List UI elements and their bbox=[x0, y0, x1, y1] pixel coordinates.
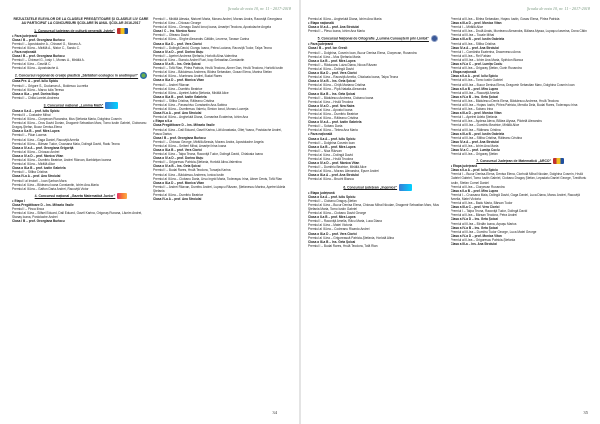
award-line: Premiul I – Talpa Teona, Racoviţă Tudor, Dolingă David bbox=[450, 209, 528, 214]
award-line: Premiul al II-lea – Aydesa Alexa, Bîlăea Alyssa, Pilotelă Alexandru bbox=[450, 119, 543, 124]
class-heading: Clasa a III-a B – prof. Iustin Gabriela bbox=[153, 94, 207, 99]
award-line: Premiul al III-lea – Munteanu Andrei, Budai Rares bbox=[153, 74, 222, 79]
right-col-2-entries bbox=[451, 17, 591, 246]
award-line: Premiul al II-lea – Silfsei Eduard, Dall Eduard, Gavril Karina, Grigoraş Ruxana, Lăcrim Andrei, Stanaş Ioana, Postolache Andrei bbox=[12, 211, 143, 220]
award-line: Premiul al II-lea – Hrulă Teodora bbox=[308, 157, 353, 161]
award-line: Premiul al III-lea – Gafton Daria Andrei, Racoviţă Victor bbox=[12, 186, 89, 191]
phase-heading: ♦ Etapa I bbox=[12, 198, 25, 203]
class-heading: Clasa a IV-a D – prof. Monica Vitan bbox=[12, 153, 64, 158]
page-title: REZULTATELE ELEVILOR DE LA CLASELE PREGĂTITOARE ŞI CLASELE I-IV CARE AU PARTICIPAT LA CONCURSURI ŞCOLARE ÎN ANUL ŞCOLAR 2016-2017 bbox=[13, 17, 149, 26]
award-line: Premiul al II-lea – Dumitriu Beatrice bbox=[153, 86, 203, 91]
class-heading: Clasa IV-a C – prof. Lumiţa Coclu bbox=[450, 148, 500, 152]
award-line: Premiul I – Stîlba Cristina, Răileanu Cristina bbox=[153, 98, 215, 103]
award-line: Premiul al II-lea – Blideanu Ioana Constantin, Ichim Ana-Maria bbox=[12, 182, 99, 187]
award-line: Premiul al II-lea – Grigoraş Ştefan bbox=[450, 152, 498, 157]
award-line: Premiul al II-lea – Hrulă Teodora bbox=[308, 99, 353, 104]
class-heading: Clasa a III-a B – prof. Iustin Gabriela bbox=[450, 131, 505, 136]
logo-icon-istete bbox=[117, 28, 128, 34]
left-page bbox=[0, 0, 299, 424]
award-line: Premiul al II-lea – Grigorească Patricia-Ştefania, Horlotă Alina bbox=[308, 235, 394, 240]
award-line: Premiul I – Dolingă David, Ciungu Ioana, Pelea Luciana, Racoviţă Tudor, Talpa Teona bbox=[153, 45, 272, 50]
award-line: Premiul al II-lea – Stîlba Cristina bbox=[450, 41, 496, 46]
class-heading: Clasa a II-a A – prof. Iuliu Spiciu bbox=[450, 74, 498, 79]
class-heading: Clasa a II-a A – prof. Iuliu Spiciu bbox=[308, 194, 356, 199]
award-line: Premiul al II-lea – Sobaru Irina bbox=[450, 107, 493, 112]
award-line: Premiul al III-lea – Dolingă David bbox=[308, 66, 354, 71]
class-heading: Clasa a III-a D – prof. Vera Ciorici bbox=[153, 41, 203, 46]
class-heading: Clasa I C – Ins. Monica Nucu bbox=[153, 29, 196, 34]
award-line: Premiul I – Chirasel G., Iosip I., Moraru A., Mirăilă A. bbox=[12, 58, 85, 63]
award-line: Premiul I – Budai Rares, Hrulă Teodora, Tofă Rian bbox=[308, 243, 378, 248]
class-heading: Clasa a II-a B – prof. Mira Lupea bbox=[308, 144, 356, 149]
award-line: Premiul al II-lea – Drulă Anais, Munteanu Alexandra, Bălaea Alyssa, Lupaşcu Iasmina, Dona Cătin bbox=[450, 29, 587, 34]
award-line: Premiul al II-lea – Bîrlea Sebastian, Hoţaru Iustin, Gosav Elena, Pîrlea Patricia bbox=[450, 17, 560, 21]
award-line: Premiul al III-lea – Moraru Alexandra, Epure Andrei bbox=[308, 169, 379, 174]
class-heading: Clasa IV-a A – prof. Ana Stroiulai bbox=[153, 197, 202, 202]
award-line: Premiul I – Mirăilă Alessia, Nistorel Maria, Moraru Andrei, Moraru Andra, Racoviţă Georgiana bbox=[153, 17, 282, 21]
class-heading: Clasa a II-a B – prof. Mira Lupea bbox=[12, 129, 60, 134]
award-line: Premiul al III-lea – Codreanu Ricardo Andrei bbox=[308, 227, 370, 232]
class-heading: Clasa a IV-a D – Ins. Geta Şoicai bbox=[450, 217, 498, 222]
award-line: Premiul I – Pinca Ilinca bbox=[12, 206, 44, 211]
award-line: Premiul al II-lea – Gaga Daniel, Racoviţă Amelia bbox=[12, 137, 80, 142]
award-line: Premiul al III-lea – Chiosac Andrei bbox=[12, 149, 60, 154]
class-heading: Clasa a III-a D – prof. Monica Vitan bbox=[153, 78, 205, 83]
award-line: Premiul al III-lea – Tocale Mihai bbox=[450, 33, 495, 38]
logo-icon-ingenios bbox=[431, 35, 438, 42]
award-line: Premiul al III-lea – Clenagu David Ionuţ Ioana, Amariţei Teodora, Apostolache Angela bbox=[153, 25, 271, 30]
award-line: Premiul al II-lea – Bărsan Teodora, Petra Andrei bbox=[450, 213, 517, 218]
class-heading: Clasa a II-a B – prof. Mira Lupea bbox=[308, 215, 356, 220]
award-line: Premiul al II-lea – Racoviţă Amelia, Chialoaia Ioana, Talpa Teona bbox=[308, 75, 398, 80]
award-line: Premiul I – Ciobanu Dragoş-Ştefan bbox=[308, 198, 357, 203]
award-line: Premiul al III-lea – Răileanu Cristina bbox=[308, 116, 359, 121]
class-heading: Clasa a IV-a A – prof. Ana Stroiulai bbox=[308, 25, 359, 30]
class-heading: Clasa a III-a B – prof. Vera Ciorici bbox=[153, 148, 203, 152]
award-line: Premiul I – Chiosac George, Mirăilă Alessia, Moraru Andra, Apostolache Angela bbox=[153, 139, 264, 144]
class-heading: Clasa a II-a A – prof. Iuliu Spiciu bbox=[450, 168, 498, 173]
award-line: Premiul I al Instorii – Ioan Şarban Mara bbox=[12, 178, 67, 183]
class-heading: Clasa I B – prof. Georgiana Burlacu bbox=[12, 54, 65, 59]
class-heading: Clasa I B – prof. Georgiana Burlacu bbox=[12, 219, 65, 224]
award-line: Premiul I – Sobaru Daria bbox=[308, 124, 343, 129]
phase-heading: ♦ Etapa naţională bbox=[450, 70, 477, 75]
award-line: Premiul al II-lea – Ciorpecan Ruxandra bbox=[450, 184, 505, 189]
award-line: Premiul al III-lea – Brucht Bianca bbox=[308, 177, 354, 182]
award-line: Premiul al III-lea – Bărsan Tudor, Crucsana Maia, Dolingă David, Radu Teona bbox=[12, 141, 120, 146]
award-line: Premiul I – Dumitriu Beatrice, Mirăilă Alice bbox=[308, 165, 367, 170]
class-heading: Clasa a III-a B – prof. Iustin Gabriela bbox=[450, 37, 505, 42]
class-heading: Clasa a III-a D – prof. Monica Vitan bbox=[450, 111, 502, 116]
award-line: Premiul al II-lea – Gavrilă C. bbox=[12, 62, 52, 67]
class-heading: Clasa IV-a A – prof. Ana Stroiulai bbox=[153, 111, 202, 116]
class-heading: Clasa a III-a C – prof. Vera Ciorici bbox=[450, 205, 500, 210]
award-line: Premiul I – Olteanu David bbox=[153, 33, 189, 38]
contest-heading: 4. Concursul naţional „Gazeta Matematică Junior” bbox=[12, 193, 150, 199]
class-heading: Clasa a IV-a A – prof. Iustin Gabriela bbox=[308, 120, 362, 125]
award-line: Premiul I – Grigore S., Duduman A., Boldescu Lucretia bbox=[12, 83, 88, 88]
award-line: Premiul I – Tofă Rian, Pîrlea Patricia, Hrulă Teodora, Abner Dan, Hrulă Teodora, Horlotă Iustin bbox=[153, 66, 284, 71]
award-line: Premiul al II-lea – Matei Victoria bbox=[308, 223, 353, 228]
award-line: Premiul al III-lea – Tintea Ana Maria bbox=[308, 128, 358, 133]
award-line: Premiul al II-lea – Bădulescu Denis Elena, Bădulescu Andreea, Hrulă Teodora bbox=[450, 98, 559, 103]
award-line: Premiul al III-lea – Dumitriu Beatrice, Andrei Răzvan, Barbăriţan Ioanna bbox=[12, 158, 112, 163]
class-heading: Clasa a III-a B – Ins. Geta Şoicai bbox=[308, 239, 356, 244]
award-line: Premiul al III-lea – Ciorpecan Ruxandra, Mus Ştefania Maria, Dolghina Cosmin bbox=[12, 117, 122, 122]
award-line: Premiul al II-lea – Talpa Teona, Racoviţă Tudor, Dolingă David, Chialoaia Ioana bbox=[153, 152, 263, 157]
left-col-2-entries bbox=[153, 17, 291, 201]
award-line: Premiul I – Nica Răzvan bbox=[308, 148, 342, 153]
award-line: Premiul al II-lea – Grigoraş Ştefan, Gurin Ruxandra bbox=[450, 66, 522, 71]
award-line: Premiul al II-lea – Ichim Ana Maria bbox=[450, 143, 499, 148]
award-line: Premiul al II-lea – Bucur Denisa Elena, Chiosac Mihai Niculae, Dragomir Sebastian Marc, Mus Ştefania Maria, Tomo Iustin Gabriel bbox=[308, 202, 439, 211]
award-line: Premiul al II-lea – Badu Maria, Bărsan Tudor bbox=[450, 201, 513, 206]
class-heading: Clasa a IV-a B – Ins. Geta Şoicai bbox=[153, 164, 201, 169]
contest-heading: 6. Concursul judeţean „Ingenios” bbox=[308, 184, 448, 191]
award-line: Premiul I – Răducanu Luiza Diana, Nicoa Răzvan bbox=[308, 62, 377, 67]
class-heading: Clasa Pre. A – prof. Iuliu Spiciu bbox=[12, 79, 59, 84]
phase-heading: ♦ Etapa judeţeană bbox=[308, 190, 335, 195]
class-heading: Clasa a IV-a D – prof. Dorina Iliuţu bbox=[153, 49, 204, 54]
award-line: Premiul I – Comănita Ecaterina, Dracenescu Anna bbox=[450, 49, 521, 54]
award-line: Premiul al II-lea – Apostol Ioana bbox=[308, 107, 353, 112]
award-line: Premiul al III-lea – Bucur Denisa Elena, Dragomir Sebastian Marc, Dolghina Cosmin Ioan bbox=[450, 82, 575, 87]
award-line: Premiul I – Dolghina Cosmin Ioan bbox=[308, 140, 355, 145]
award-line: Premiul I – Bădulescu Andreea, Ciobanu Ioana bbox=[308, 95, 374, 100]
class-heading: Clasa I B – prof. Georgiana Burlacu bbox=[12, 37, 65, 42]
award-line: Premiul al III-lea – Dumitriu Beatrice bbox=[153, 193, 204, 198]
award-line: Premiul al III-lea – Racoviţă Amelia bbox=[450, 90, 500, 95]
award-line: Premiul al II-lea – Tomo Iustin Gabriel bbox=[450, 78, 503, 83]
class-heading: Clasa a III-a – Ins. Ana Stroiulai bbox=[450, 241, 497, 246]
award-line: Premiul al III-lea – Sîrghe Alexandru Cătălin, Leurenz, Tanase Carina bbox=[153, 37, 249, 42]
award-line: Premiul I – Andrei Răzvan bbox=[153, 82, 190, 87]
left-page-columns bbox=[12, 17, 291, 402]
class-heading: Clasa I B – prof. Ion Gresit bbox=[308, 46, 348, 51]
class-heading: Clasa a III-a – prof. Dorina Iliuţu bbox=[12, 91, 59, 96]
logo-icon-gazeta bbox=[105, 102, 118, 109]
award-line: Premiul al III-lea – Răileanu Cristina bbox=[450, 127, 501, 132]
class-heading: Clasa a IV-a D – prof. Nea Naira bbox=[308, 103, 355, 108]
award-line: Premiul I – Dolghina, Cosmin Ioan, Bucur Denisa Elena, Ciorpecan, Ruxandra bbox=[308, 50, 417, 55]
page-number-left: 34 bbox=[272, 410, 277, 415]
award-line: Premiul al III-lea – Dumitrescu Valeriu, Simion Ionut, Moraru Lucreţia bbox=[153, 107, 249, 112]
award-line: Premiul al III-lea – Ichim Ana Maria, Spiridon Bianca bbox=[450, 57, 523, 62]
award-line: Premiul al III-lea – Oros David Dorian, Dragomir Sebastian Marc, Tomo Iustin Gabriel, Cioboranu Dragoş-Ştefan, Bucur Denisa-Elena bbox=[12, 121, 147, 130]
right-col-2 bbox=[451, 17, 591, 402]
right-page-columns bbox=[308, 17, 590, 402]
phase-heading: ♦ Etapa a II-a bbox=[153, 119, 173, 124]
award-line: Premiul al III-lea – Apetrei Adela Ştefania, Mirăilă Alice bbox=[153, 90, 229, 95]
class-heading: Clasa a III-a D – prof. Vera Ciorici bbox=[308, 231, 358, 236]
right-col-1-entries bbox=[308, 17, 448, 248]
award-line: Premiul al II-lea – Paraschivu Constantin Ana-Sabina bbox=[153, 102, 227, 107]
phase-heading: ♦ Faza judeţeană bbox=[308, 42, 333, 47]
contest-heading: 5. Concursul Naţional de Ortografie „Lumina Cunoaşterii prin Limbă” bbox=[308, 35, 448, 42]
page-number-right: 35 bbox=[583, 410, 588, 415]
contest-heading: 1. Concursul judeţean de cultură generală „Istete” bbox=[12, 28, 150, 34]
award-line: Premiul I – Păun Lucena bbox=[12, 133, 47, 138]
class-heading: Clasa a IV-a A – prof. Georgiana Grigoriţă bbox=[12, 145, 74, 150]
award-line: Premiul I – Racoviţă Amelia, Răcu Maria, Luca Diana bbox=[308, 219, 382, 224]
award-line: Premiul I – Stîlba Cristina bbox=[12, 170, 48, 175]
award-line: Premiul al II-lea – Mus Ştefania Maria bbox=[308, 54, 361, 59]
class-heading: Clasa Pregătitoare D – Ins. Mihaela Vasile bbox=[153, 123, 215, 128]
award-line: Premiul al III-lea – Ciobanu Daria, Ursu Ingrid Maria, Toderaşcu Irina, Abner Denis, Tofă Rian bbox=[153, 176, 283, 181]
class-heading: Clasa a IV-a B – Ins. Geta Şoicai bbox=[153, 62, 201, 67]
award-line: Premiul I – Chilia Lorelei-Andreea bbox=[12, 95, 59, 100]
award-line: Premiul al II-lea – Dall Eduard, Gavril Karina, Lăti Anastasia, Olteţ Yoana, Postolache Andrei, Pasca Darius bbox=[153, 127, 282, 136]
class-heading: Clasa a IV-a D – prof. Monica Vitan bbox=[308, 161, 360, 166]
award-line: Premiul al III-lea – Mirăilă Alice bbox=[12, 162, 55, 167]
award-line: Premiul I – Mirăilă Alice bbox=[450, 25, 484, 30]
award-line: Premiul al III-lea – Ciobanu David George bbox=[308, 211, 367, 216]
class-heading: Clasa a III-a B – Ins. Geta Şoicai bbox=[308, 91, 356, 96]
class-heading: Clasa a IV-a D – prof. Monica Vitan bbox=[450, 233, 502, 238]
award-line: Premiul al III-lea – Dumitriu Beatrice, Mirăilă Alice bbox=[450, 123, 520, 128]
class-heading: Clasa I B – prof. Georgiana Burlacu bbox=[153, 135, 206, 140]
contest-heading: 3. Concursul naţional „Lumina Math” bbox=[12, 102, 150, 109]
class-heading: Clasa a III-a A – prof. Ana Stroiulai bbox=[308, 173, 359, 178]
award-line: Premiul I – Plesu Ioana, Ichim Ana Maria bbox=[308, 29, 365, 34]
class-heading: Clasa IV-a A – prof. Ana Stroiulai bbox=[450, 139, 499, 144]
class-heading: Clasa a II-a B – prof. Mira Lupea bbox=[308, 58, 356, 63]
class-heading: Clasa a II-a B – prof. Mira Lupea bbox=[450, 86, 498, 91]
award-line: Premiul al III-lea – Pipă Natalia-Alexandra bbox=[308, 87, 367, 92]
award-line: Premiul al II-lea – Grigorescu Patricia-Ştefania bbox=[450, 237, 516, 242]
award-line: Premiul al II-lea – Chiosac George bbox=[153, 21, 202, 26]
class-heading: Clasa a III-a B – prof. Iustin Gabriela bbox=[12, 166, 66, 171]
award-line: Premiul al II-lea – Stanciu Andrei Ruxi, Icop Sebastian-Constantin bbox=[153, 57, 245, 62]
award-line: Premiul al III-lea – Apostolache A. bbox=[12, 66, 59, 71]
phase-heading: ♦ Etapa judeţeană bbox=[450, 164, 478, 169]
left-col-2 bbox=[153, 17, 291, 402]
award-line: Premiul al III-lea – Mirăilă A., Nistor C., Sandu C. bbox=[12, 45, 80, 50]
running-head-right: Şcoala de nota 10, nr. 11 - 2017-2018 bbox=[526, 6, 590, 11]
class-heading: Clasa a III-a D – prof. Vera Ciorici bbox=[308, 71, 358, 76]
class-heading: Clasa a IV-a D – prof. Dorina Iliuţu bbox=[153, 156, 204, 161]
award-line: Premiul I – Apetrei Andreea Ştefania, Horlotă Alina-Valentina bbox=[153, 53, 238, 58]
logo-icon bbox=[553, 158, 564, 164]
logo-icon-arco bbox=[399, 184, 412, 191]
class-heading: Clasa a IV-a B – Ins. Geta Şoicai bbox=[450, 94, 498, 99]
class-heading: Clasa a II-a A – prof. Iuliu Spiciu bbox=[308, 136, 356, 141]
left-col-1 bbox=[12, 17, 150, 402]
phase-heading: ♦ Faza naţională bbox=[12, 49, 37, 54]
award-line: Premiul I – Crucsana Maia, Dolingă David, Gaga Daniel, Luca Diana, Marcu Andrei, Racoviţă Amelia, Matei Victoria bbox=[450, 192, 580, 201]
award-line: Premiul al III-lea – Dumitriu Beatrice bbox=[308, 111, 359, 116]
award-line: Premiul I – Andrei Răzvan, Dumitru Andrei, Lupaşcu Răzvan, Ştefanescu Marina, Apetrei Adela Ştefania bbox=[153, 184, 286, 193]
award-line: Premiul I – Grigorescu Patricia-Ştefania, Horlotă Alina-Valentina bbox=[153, 160, 242, 165]
class-heading: Clasa IV-a A – prof. Ana Stroiulai bbox=[450, 45, 499, 50]
award-line: Premiul II – Costache Mihai bbox=[12, 113, 51, 117]
award-line: Premiul I – Apostolache A., Chirasel G., Moraru A. bbox=[12, 41, 82, 46]
left-col-1-entries bbox=[12, 28, 150, 224]
award-line: Premiul al III-lea – Hoţaru Iustin, Pîrlea Patricia, Merolla Dela, Budai Rares, Toderaşcu Irina bbox=[450, 102, 578, 107]
award-line: Premiul al III-lea – Chiţă Mariana Cristina bbox=[308, 83, 366, 88]
right-page bbox=[301, 0, 600, 424]
class-heading: Clasa IV-a A – prof. Ana Stroiulai bbox=[12, 174, 61, 179]
award-line: Premiul al II-lea – Dolingă David bbox=[308, 152, 353, 157]
contest-heading: 7. Concursul Judeţean de Matematică „ARCO” bbox=[451, 158, 591, 164]
class-heading: Clasa Pregătitoare D – Ins. Mihaela Vasile bbox=[12, 202, 74, 207]
award-line: Premiul al II-lea – Bădulescu Andreea, Ionica Iustin bbox=[153, 172, 225, 177]
award-line: Premiul al III-lea – Stîlba Cristina, Răileanu Cristina bbox=[450, 135, 522, 140]
class-heading: Clasa a IV-a C – prof. Lumiţa Coclu bbox=[450, 62, 503, 67]
award-line: Premiul al III-lea – Anghelută Diana, Ichim Ana Maria bbox=[308, 17, 382, 21]
award-line: Premiul al III-lea – Anghelută Diana, Comanlea Ecaterina, Ichim Ana bbox=[153, 115, 248, 120]
award-line: Premiul al III-lea – Seiberl Mihai, Amariţei Irina Ioana bbox=[153, 143, 227, 148]
right-col-1 bbox=[308, 17, 448, 402]
class-heading: Clasa a III-a D – prof. Monica Vitan bbox=[450, 21, 502, 26]
award-line: Premiul al III-lea – Marcu Iulia Teresa bbox=[12, 87, 64, 92]
logo-icon-ortografie bbox=[117, 193, 127, 199]
award-line: Premiul I – Bucur Denisa-Elena, Denisa Elena, Ciorhoiă Mihai Nicolae, Dolghina Cosmin, Hrulă Gabriel Gabriel, Tomo Iustin Gabriel, Ciobanu Dragoş Ştefan, Lepadatu Daniel George, Tzediforiu Iustin, Stefan Cornel Daniel bbox=[450, 172, 587, 185]
phase-heading: ♦ Faza naţională bbox=[308, 132, 333, 137]
class-heading: Clasa a IV-a B – Ins. Geta Şoicai bbox=[308, 79, 356, 84]
award-line: Premiul I – Budai Rares, Hrulă Teodora, Turcaţia Karina bbox=[153, 168, 231, 173]
award-line: Premiul al II-lea – Bădulescu Andreea, Blidea Sebastian, Gosav Elena, Marina Stefan bbox=[153, 70, 272, 75]
class-heading: Clasa a III-a D – prof. Monica Vitan bbox=[153, 180, 205, 185]
phase-heading: ♦ Faza judeţeană bbox=[12, 33, 37, 38]
award-line: Premiul al II-lea – Rel Fabian bbox=[450, 53, 491, 58]
contest-heading: 2. Concursul regional de creaţie plastică „Sărbători ecologice în anotimpuri” bbox=[12, 72, 150, 79]
class-heading: Clasa a IV-a B – Ins. Geta Şoicai bbox=[450, 225, 498, 230]
class-heading: Clasa a II-a A – prof. Iuliu Spiciu bbox=[12, 108, 60, 113]
award-line: Premiul I – Apetrei Adela Ştefania bbox=[450, 115, 498, 120]
award-line: Premiul al III-lea – Dumitru Tudor George, Luca Matei George bbox=[450, 229, 537, 234]
class-heading: Clasa a II-a B – prof. Mira Lupea bbox=[450, 188, 498, 193]
running-head-left: Şcoala de nota 10, nr. 11 - 2017-2018 bbox=[227, 6, 291, 11]
award-line: Premiul al III-lea – Bîrdăn Ioana, Arpaşu Marius bbox=[450, 221, 517, 226]
phase-heading: ♦ Etapa naţională bbox=[308, 21, 334, 26]
logo-icon-lumina-math bbox=[140, 72, 147, 79]
